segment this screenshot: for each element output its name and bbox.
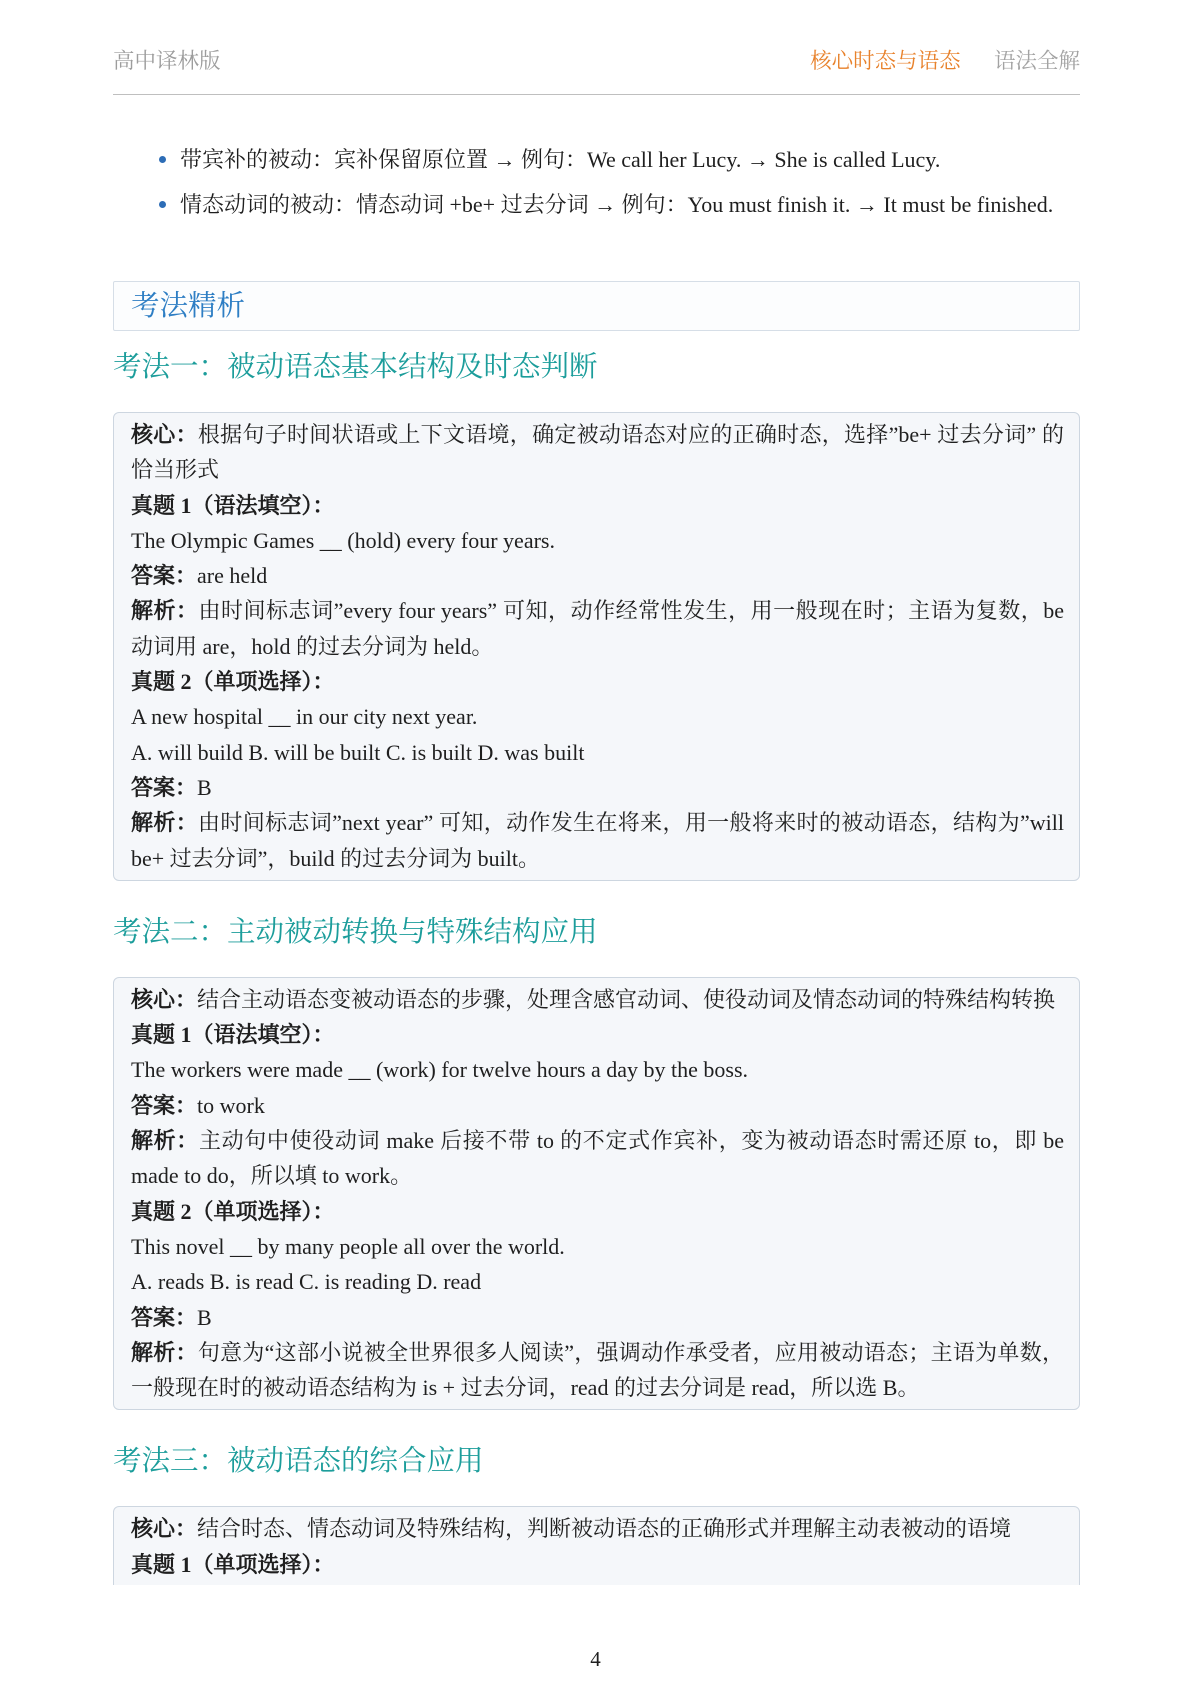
core-label: 核心： [131,422,198,447]
chapter-title: 核心时态与语态 [810,49,961,73]
question-stem: The workers were made __ (work) for twelve hours a day by the boss. [131,1057,749,1083]
question-heading [131,1194,1064,1229]
answer-label: 答案： [131,1304,198,1330]
question-label: 真题 1（语法填空）： [131,492,335,518]
method-title: 考法二：主动被动转换与特殊结构应用 [113,915,598,948]
book-title: 高中译林版 [113,49,221,73]
analysis-label: 解析： [131,1128,199,1154]
answer-line [131,1300,1064,1335]
bullet-list [113,137,1080,227]
answer-text: B [197,774,212,800]
header-right [810,45,1080,77]
analysis-text: 由时间标志词”every four years” 可知，动作经常性发生，用一般现在时；主语为复数，be 动词用 are，hold 的过去分词为 held。 [131,598,1064,659]
question-options: A. reads B. is read C. is reading D. read [131,1269,482,1295]
analysis-text: 句意为“这部小说被全世界很多人阅读”，强调动作承受者，应用被动语态；主语为单数，一般现在时的被动语态结构为 is + 过去分词，read 的过去分词是 read，所以选 B。 [131,1339,1064,1401]
answer-line [131,1088,1064,1123]
page-content [113,137,1080,1586]
question-options: A. will build B. will be built C. is built D. was built [131,739,585,765]
question-stem: The Olympic Games __ (hold) every four years. [131,527,555,553]
analysis-line [131,1123,1064,1194]
bullet-text: 情态动词的被动：情态动词 +be+ 过去分词 → 例句：You must finish it. → It must be finished. [180,191,1054,217]
question-label: 真题 2（单项选择）： [131,669,335,695]
question-heading [131,488,1064,523]
question-label: 真题 1（单项选择）： [131,1551,335,1577]
answer-text: are held [197,563,268,589]
question-label: 真题 2（单项选择）： [131,1198,335,1224]
method-box [113,412,1080,881]
analysis-label: 解析： [131,598,199,624]
running-header [113,0,1080,95]
core-text: 根据句子时间状语或上下文语境，确定被动语态对应的正确时态，选择”be+ 过去分词” 的恰当形式 [131,422,1064,483]
analysis-line [131,1335,1064,1406]
bullet-dot-icon [159,201,166,208]
answer-label: 答案： [131,563,198,589]
question-heading [131,664,1064,699]
question-stem: A new hospital __ in our city next year. [131,704,478,730]
core-label: 核心： [131,1516,198,1542]
analysis-line [131,593,1064,664]
bullet-item [113,137,1080,182]
bullet-item [113,182,1080,227]
core-text: 结合时态、情态动词及特殊结构，判断被动语态的正确形式并理解主动表被动的语境 [197,1516,1012,1542]
question-heading [131,1017,1064,1052]
answer-line [131,770,1064,805]
core-label: 核心： [131,986,198,1012]
answer-text: B [197,1304,212,1330]
question-stem: This novel __ by many people all over the world. [131,1233,565,1259]
section-title-box [113,281,1080,331]
page-number: 4 [590,1647,601,1671]
core-text: 结合主动语态变被动语态的步骤，处理含感官动词、使役动词及情态动词的特殊结构转换 [197,986,1056,1012]
bullet-text: 带宾补的被动：宾补保留原位置 → 例句：We call her Lucy. → She is called Lucy. [180,146,941,172]
method-box [113,1506,1080,1585]
analysis-line [131,805,1064,876]
bullet-dot-icon [159,156,166,163]
analysis-text: 由时间标志词”next year” 可知，动作发生在将来，用一般将来时的被动语态，结构为”will be+ 过去分词”，build 的过去分词为 built。 [131,810,1064,871]
question-heading [131,1547,1064,1582]
core-point [131,1511,1064,1546]
answer-line [131,558,1064,593]
answer-label: 答案： [131,774,198,800]
answer-text: to work [197,1092,265,1118]
core-point [131,417,1064,488]
analysis-text: 主动句中使役动词 make 后接不带 to 的不定式作宾补，变为被动语态时需还原 to，即 be made to do，所以填 to work。 [131,1128,1064,1189]
question-label: 真题 1（语法填空）： [131,1022,335,1048]
series-title: 语法全解 [993,49,1080,73]
analysis-label: 解析： [131,810,199,836]
section-title: 考法精析 [131,290,246,322]
core-point [131,982,1064,1017]
method-title: 考法一：被动语态基本结构及时态判断 [113,351,598,383]
method-box [113,977,1080,1411]
answer-label: 答案： [131,1092,198,1118]
method-title: 考法三：被动语态的综合应用 [113,1445,484,1478]
analysis-label: 解析： [131,1339,198,1365]
